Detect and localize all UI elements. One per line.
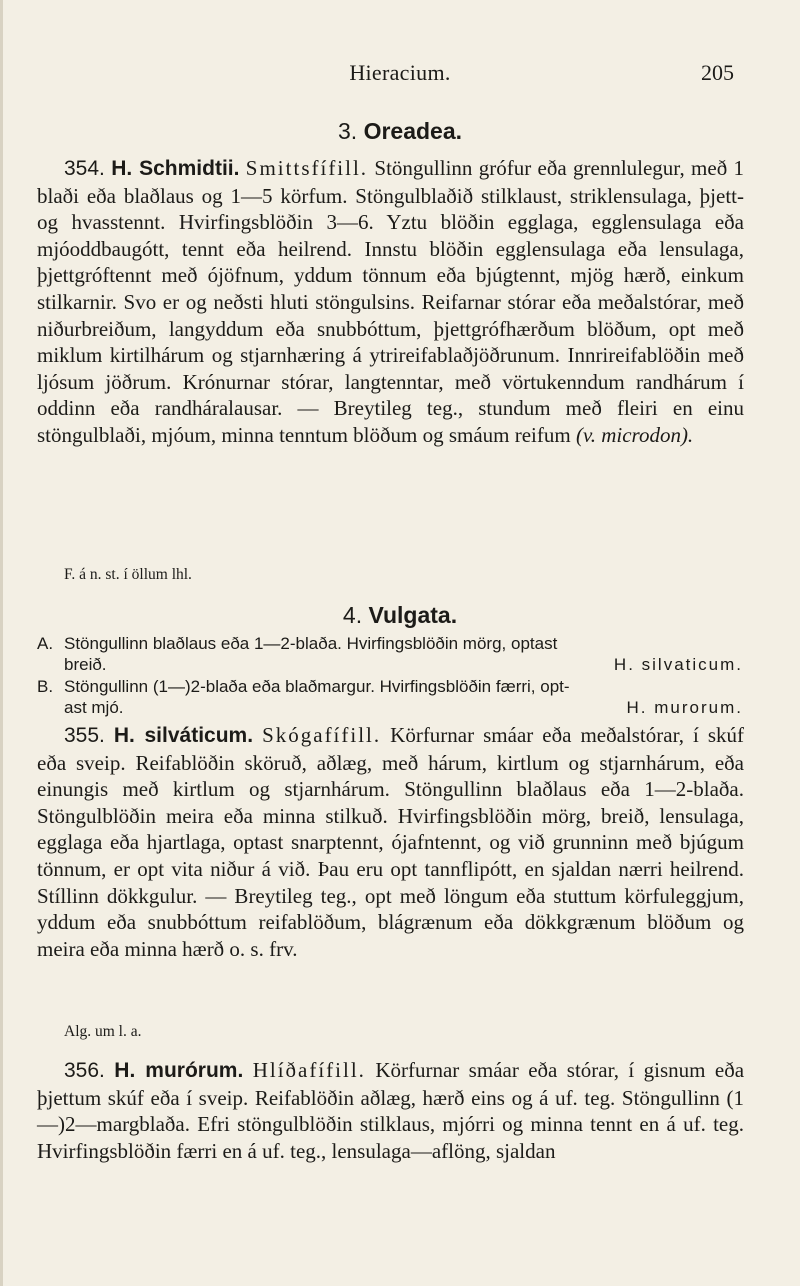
running-head: [0, 60, 800, 90]
key-target: H. murorum.: [626, 697, 743, 717]
section-name: Oreadea.: [363, 118, 463, 144]
identification-key: [37, 634, 743, 720]
key-line-1: Stöngullinn blaðlaus eða 1—2-blaða. Hvirfingsblöðin mörg, optast: [64, 634, 558, 653]
species-name: H. murórum.: [114, 1059, 244, 1082]
key-letter: B.: [37, 677, 54, 696]
key-line-2: ast mjó.: [64, 697, 124, 717]
entry-paragraph: [37, 155, 744, 449]
section-number: 3.: [337, 118, 358, 144]
species-name: H. silváticum.: [113, 724, 254, 747]
running-title: Hieracium.: [349, 60, 451, 85]
species-name: H. Schmidtii.: [111, 157, 240, 180]
entry-text: Körfurnar smáar eða meðalstórar, í skúf eða sveip. Reifablöðin sköruð, aðlæg, með hárum, kirtlum og stjarnhárum, eða einungis með kirtlum og stjarnhárum. Stöngullinn blaðlaus eða 1—2-blaða. Stöngulblöðin meira eða minna stilkuð. Hvirfingsblöðin mörg, breið, lensulaga, egglaga eða hjartlaga, optast snarptennt, ójafntennt, og við grunninn með bjúgum tönnum, er opt vita niður á við. Þau eru opt tannflipótt, en sjaldan nærri heilrend. Stíllinn dökkgulur. — Breytileg teg., opt með löngum eða stuttum körfuleggjum, yddum eða snubbóttum reifablöðum, blágrænum eða dökkgrænum blöðum og meira eða minna hærð o. s. frv.: [37, 723, 745, 961]
entry-number: 355.: [64, 724, 105, 747]
entry-paragraph: [37, 722, 744, 962]
entry-355: [37, 722, 744, 962]
entry-number: 356.: [64, 1059, 105, 1082]
section-name: Vulgata.: [368, 602, 458, 628]
entry-356: [37, 1057, 744, 1164]
key-line-2: breið.: [64, 654, 107, 674]
distribution-note: F. á n. st. í öllum lhl.: [64, 566, 192, 583]
entry-number: 354.: [64, 157, 105, 180]
entry-paragraph: [37, 1057, 744, 1164]
page-edge: [0, 0, 3, 1286]
section-number: 4.: [342, 602, 363, 628]
page-number: 205: [701, 60, 734, 85]
common-name: Smittsfífill.: [245, 156, 369, 180]
entry-354: [37, 155, 744, 449]
variety-name: (v. microdon).: [575, 422, 694, 447]
common-name: Hlíðafífill.: [252, 1058, 366, 1082]
common-name: Skógafífill.: [262, 723, 382, 747]
key-target: H. silvaticum.: [613, 654, 743, 674]
key-item: [37, 634, 743, 675]
key-letter: A.: [37, 634, 54, 653]
section-heading-oreadea: [0, 118, 800, 145]
entry-text: Stöngullinn grófur eða grennlulegur, með 1 blaði eða blaðlaus og 1—5 körfum. Stöngulblaðið stilklaust, striklensulaga, þjett- og hvasstennt. Hvirfingsblöðin 3—6. Yztu blöðin egglaga, egglensulaga eða mjóoddbaugótt, tennt eða heilrend. Innstu blöðin egglensulaga eða lensulaga, þjettgróftennt með ójöfnum, yddum tönnum eða bjúgtennt, mjög hærð, einkum stilkarnir. Svo er og neðsti hluti stöngulsins. Reifarnar stórar eða meðalstórar, með niðurbreiðum, langyddum eða snubbóttum, þjettgrófhærðum blöðum, opt með miklum kirtilhárum og stjarnhæring á ytrireifablaðjöðrunum. Innrireifablöðin með ljósum jöðrum. Krónurnar stórar, langtenntar, með vörtukenndum randhárum í oddinn eða randháralausar. — Breytileg teg., stundum með fleiri en einu stöngulblaði, mjóum, minna tenntum blöðum og smáum reifum: [37, 156, 745, 447]
key-line-1: Stöngullinn (1—)2-blaða eða blaðmargur. Hvirfingsblöðin færri, opt-: [64, 677, 570, 696]
section-heading-vulgata: [0, 602, 800, 629]
key-item: [37, 677, 743, 718]
entry-text: Körfurnar smáar eða stórar, í gisnum eða þjettum skúf eða í sveip. Reifablöðin aðlæg, hærð eins og á uf. teg. Stöngullinn (1—)2—margblaða. Efri stöngulblöðin stilklaus, mjórri og minna tennt en á uf. teg. Hvirfingsblöðin færri en á uf. teg., lensulaga—aflöng, sjaldan: [37, 1058, 745, 1163]
distribution-note: Alg. um l. a.: [64, 1023, 142, 1040]
